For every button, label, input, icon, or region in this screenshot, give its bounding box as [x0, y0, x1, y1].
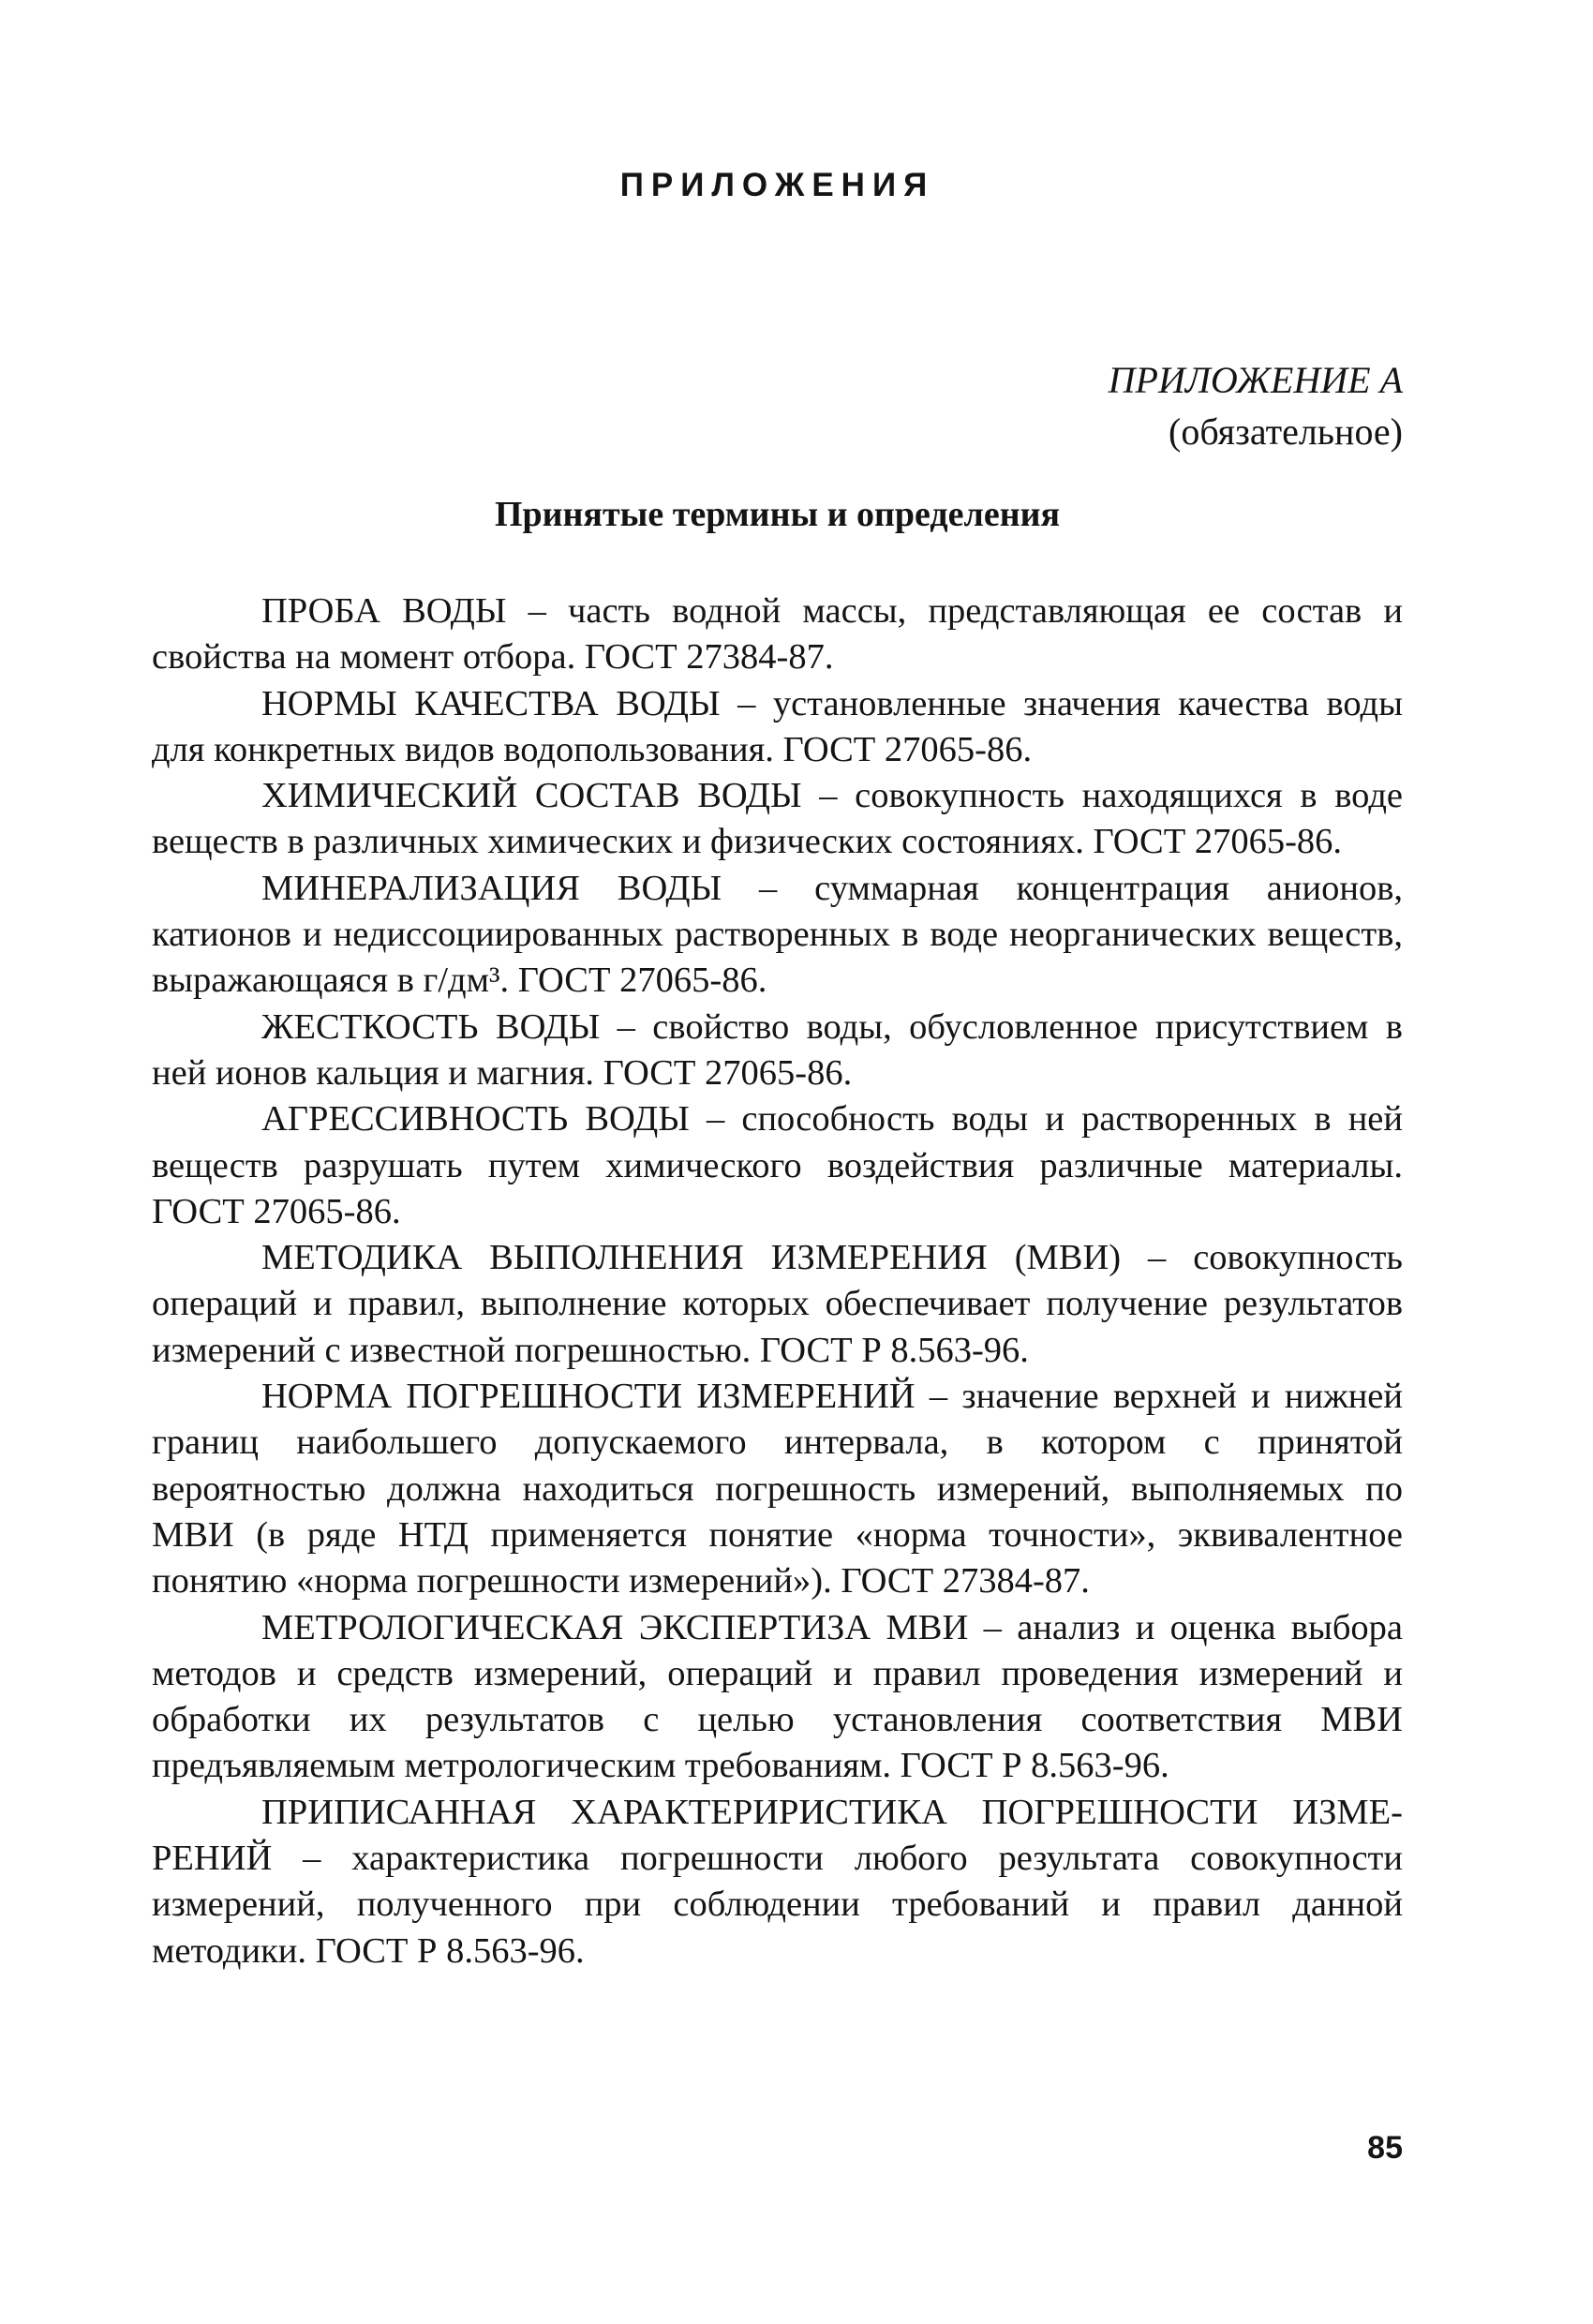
definition-paragraph: МИНЕРАЛИЗАЦИЯ ВОДЫ – суммарная концентрация анионов, катионов и недиссоциированных растворенных в воде неорганических веществ, выражающаяся в г/дм³. ГОСТ 27065-86.	[152, 868, 1403, 1001]
definition-paragraph: МЕТРОЛОГИЧЕСКАЯ ЭКСПЕРТИЗА МВИ – анализ и оценка выбора методов и средств измерений, операций и правил проведения измерений и обработки их результатов с целью установления соответствия МВИ предъявляемым метрологическим требованиям. ГОСТ Р 8.563-96.	[152, 1607, 1403, 1786]
definition-paragraph: МЕТОДИКА ВЫПОЛНЕНИЯ ИЗМЕРЕНИЯ (МВИ) – совокупность операций и правил, выполнение которых обеспечивает получение результатов измерений с известной погрешностью. ГОСТ Р 8.563-96.	[152, 1238, 1403, 1370]
definition-paragraph: ХИМИЧЕСКИЙ СОСТАВ ВОДЫ – совокупность находящихся в воде веществ в различных химических и физических состояниях. ГОСТ 27065-86.	[152, 776, 1403, 862]
document-page	[152, 0, 1403, 2324]
appendix-label: ПРИЛОЖЕНИЕ А	[1108, 359, 1403, 401]
definition-paragraph: ПРИПИСАННАЯ ХАРАКТЕРИРИСТИКА ПОГРЕШНОСТИ ИЗМЕРЕНИЙ – характеристика погрешности любого результата совокупности измерений, полученного при соблюдении требований и правил данной методики. ГОСТ Р 8.563-96.	[152, 1792, 1403, 1971]
definition-paragraph: АГРЕССИВНОСТЬ ВОДЫ – способность воды и растворенных в ней веществ разрушать путем химического воздействия различные материалы. ГОСТ 27065-86.	[152, 1099, 1403, 1231]
section-title: Принятые термины и определения	[494, 495, 1061, 534]
definition-paragraph: НОРМЫ КАЧЕСТВА ВОДЫ – установленные значения качества воды для конкретных видов водопользования. ГОСТ 27065-86.	[152, 683, 1403, 769]
appendices-title: ПРИЛОЖЕНИЯ	[619, 167, 935, 203]
page-number: 85	[1367, 2130, 1403, 2166]
definition-paragraph: ЖЕСТКОСТЬ ВОДЫ – свойство воды, обусловленное присутствием в ней ионов кальция и магния. ГОСТ 27065-86.	[152, 1006, 1403, 1093]
definitions-list	[152, 588, 1403, 1974]
definition-paragraph: ПРОБА ВОДЫ – часть водной массы, представляющая ее состав и свойства на момент отбора. ГОСТ 27384-87.	[152, 591, 1403, 678]
definition-paragraph: НОРМА ПОГРЕШНОСТИ ИЗМЕРЕНИЙ – значение верхней и нижней границ наибольшего допускаемого интервала, в котором с принятой вероятностью должна находиться погрешность измерений, выполняемых по МВИ (в ряде НТД применяется понятие «норма точности», эквивалентное понятию «норма погрешности измерений»). ГОСТ 27384-87.	[152, 1377, 1403, 1601]
appendix-note: (обязательное)	[1169, 410, 1403, 453]
